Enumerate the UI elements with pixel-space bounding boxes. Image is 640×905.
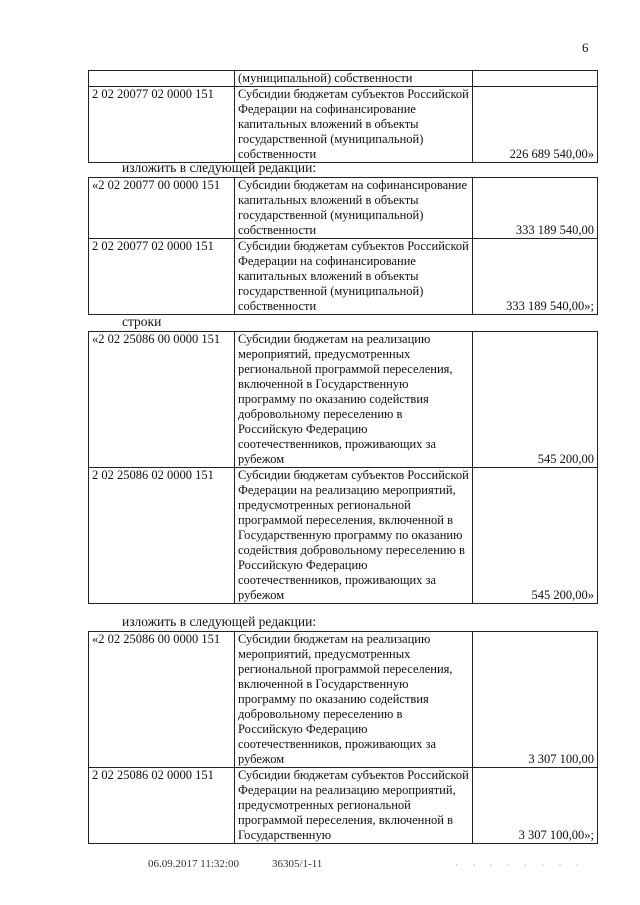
caption-replace-2: изложить в следующей редакции:: [122, 614, 317, 629]
code-cell: «2 02 25086 00 0000 151: [89, 332, 235, 468]
amount-cell: 3 307 100,00: [473, 632, 598, 768]
table-row: [89, 332, 598, 468]
amount-cell: 545 200,00: [473, 332, 598, 468]
description-cell: Субсидии бюджетам субъектов Российской Федерации на реализацию мероприятий, предусмотренных региональной программой переселения, включенной в Государственную: [235, 768, 473, 844]
table-row: [89, 768, 598, 844]
budget-table-1: [88, 70, 598, 163]
amount-cell: 226 689 540,00»: [473, 87, 598, 163]
description-cell: (муниципальной) собственности: [235, 71, 473, 87]
budget-table-4: [88, 631, 598, 844]
footer-timestamp: 06.09.2017 11:32:00: [148, 858, 239, 870]
table-row: [89, 178, 598, 239]
caption-replace-1: изложить в следующей редакции:: [122, 160, 317, 175]
description-cell: Субсидии бюджетам на реализацию мероприятий, предусмотренных региональной программой переселения, включенной в Государственную программу по оказанию содействия добровольному переселению в Российскую Федерацию соотечественников, проживающих за рубежом: [235, 332, 473, 468]
code-cell: 2 02 25086 02 0000 151: [89, 768, 235, 844]
table-row: [89, 239, 598, 315]
code-cell: 2 02 20077 02 0000 151: [89, 239, 235, 315]
table-row: [89, 87, 598, 163]
scan-noise: · · · · · · · ·: [455, 860, 585, 870]
amount-cell: 333 189 540,00: [473, 178, 598, 239]
amount-cell: 3 307 100,00»;: [473, 768, 598, 844]
code-cell: 2 02 20077 02 0000 151: [89, 87, 235, 163]
code-cell: [89, 71, 235, 87]
amount-cell: [473, 71, 598, 87]
description-cell: Субсидии бюджетам на реализацию мероприятий, предусмотренных региональной программой переселения, включенной в Государственную программу по оказанию содействия добровольному переселению в Российскую Федерацию соотечественников, проживающих за рубежом: [235, 632, 473, 768]
budget-table-3: [88, 331, 598, 604]
code-cell: «2 02 20077 00 0000 151: [89, 178, 235, 239]
description-cell: Субсидии бюджетам субъектов Российской Федерации на софинансирование капитальных вложений в объекты государственной (муниципальной) собственности: [235, 239, 473, 315]
table-row: [89, 468, 598, 604]
table-row: [89, 632, 598, 768]
budget-table-2: [88, 177, 598, 315]
description-cell: Субсидии бюджетам субъектов Российской Федерации на софинансирование капитальных вложений в объекты государственной (муниципальной) собственности: [235, 87, 473, 163]
amount-cell: 545 200,00»: [473, 468, 598, 604]
description-cell: Субсидии бюджетам на софинансирование капитальных вложений в объекты государственной (муниципальной) собственности: [235, 178, 473, 239]
description-cell: Субсидии бюджетам субъектов Российской Федерации на реализацию мероприятий, предусмотренных региональной программой переселения, включенной в Государственную программу по оказанию содействия добровольному переселению в Российскую Федерацию соотечественников, проживающих за рубежом: [235, 468, 473, 604]
code-cell: «2 02 25086 00 0000 151: [89, 632, 235, 768]
code-cell: 2 02 25086 02 0000 151: [89, 468, 235, 604]
page-number: 6: [582, 40, 589, 55]
caption-lines: строки: [122, 314, 162, 329]
amount-cell: 333 189 540,00»;: [473, 239, 598, 315]
footer-document-id: 36305/1-11: [272, 858, 323, 870]
table-row: [89, 71, 598, 87]
